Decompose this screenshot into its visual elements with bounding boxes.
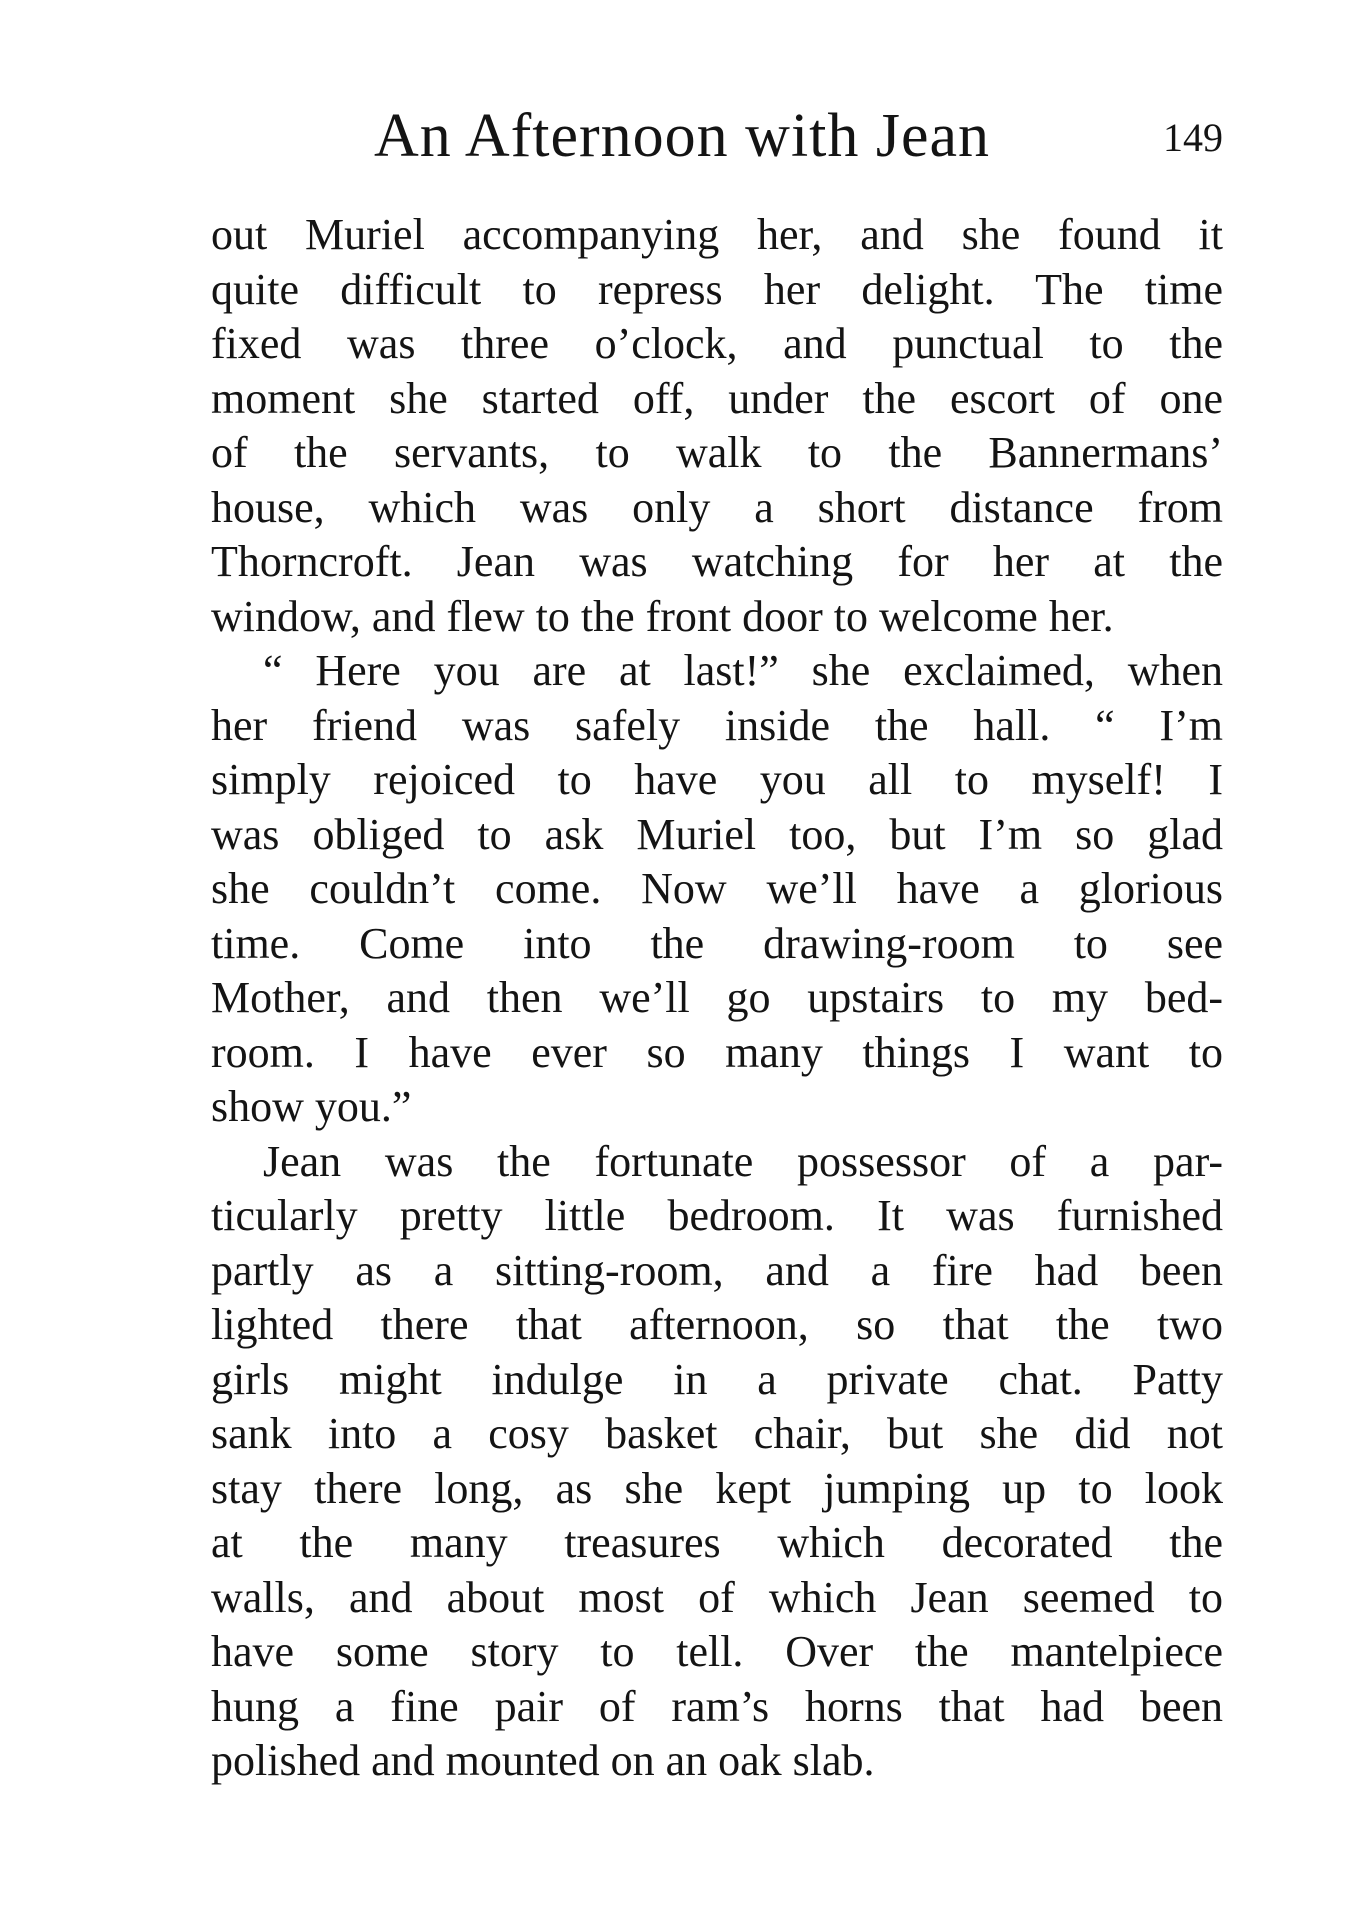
body-text	[211, 208, 1223, 1789]
text-line: partly as a sitting-room, and a fire had been	[211, 1245, 1223, 1295]
text-line: she couldn’t come. Now we’ll have a glorious	[211, 864, 1223, 913]
running-header	[211, 96, 1223, 176]
text-line: hung a fine pair of ram’s horns that had been	[211, 1681, 1223, 1731]
text-line: simply rejoiced to have you all to myself! I	[211, 755, 1223, 804]
text-line: quite difficult to repress her delight. The time	[211, 264, 1223, 314]
text-line: polished and mounted on an oak slab.	[211, 1736, 875, 1785]
text-line: time. Come into the drawing-room to see	[211, 918, 1223, 968]
text-line: show you.”	[211, 1082, 412, 1131]
paragraph-3	[211, 1135, 1223, 1789]
page-number: 149	[1163, 115, 1223, 160]
text-line: fixed was three o’clock, and punctual to the	[211, 319, 1223, 368]
text-line: “ Here you are at last!” she exclaimed, when	[263, 646, 1223, 695]
text-line: walls, and about most of which Jean seemed to	[211, 1572, 1223, 1622]
text-line: sank into a cosy basket chair, but she did not	[211, 1409, 1223, 1458]
text-line: was obliged to ask Muriel too, but I’m so glad	[211, 809, 1223, 859]
text-line: of the servants, to walk to the Bannermans’	[211, 428, 1223, 477]
text-line: house, which was only a short distance from	[211, 482, 1223, 532]
text-line: Jean was the fortunate possessor of a par-	[263, 1136, 1223, 1186]
text-line: ticularly pretty little bedroom. It was furnished	[211, 1191, 1223, 1240]
text-line: lighted there that afternoon, so that the two	[211, 1300, 1223, 1349]
text-line: have some story to tell. Over the mantelpiece	[211, 1627, 1223, 1676]
text-line: stay there long, as she kept jumping up to look	[211, 1463, 1223, 1513]
paragraph-1	[211, 208, 1223, 644]
paragraph-2	[211, 644, 1223, 1135]
text-line: Mother, and then we’ll go upstairs to my bed-	[211, 973, 1223, 1022]
text-line: out Muriel accompanying her, and she found it	[211, 210, 1223, 259]
text-line: Thorncroft. Jean was watching for her at the	[211, 537, 1223, 586]
text-line: at the many treasures which decorated the	[211, 1518, 1223, 1567]
text-line: her friend was safely inside the hall. “ I’m	[211, 700, 1223, 750]
running-title: An Afternoon with Jean	[374, 102, 991, 170]
text-line: girls might indulge in a private chat. Patty	[211, 1354, 1223, 1404]
text-line: room. I have ever so many things I want to	[211, 1027, 1223, 1077]
text-line: window, and flew to the front door to welcome her.	[211, 591, 1114, 641]
text-line: moment she started off, under the escort of one	[211, 373, 1223, 423]
